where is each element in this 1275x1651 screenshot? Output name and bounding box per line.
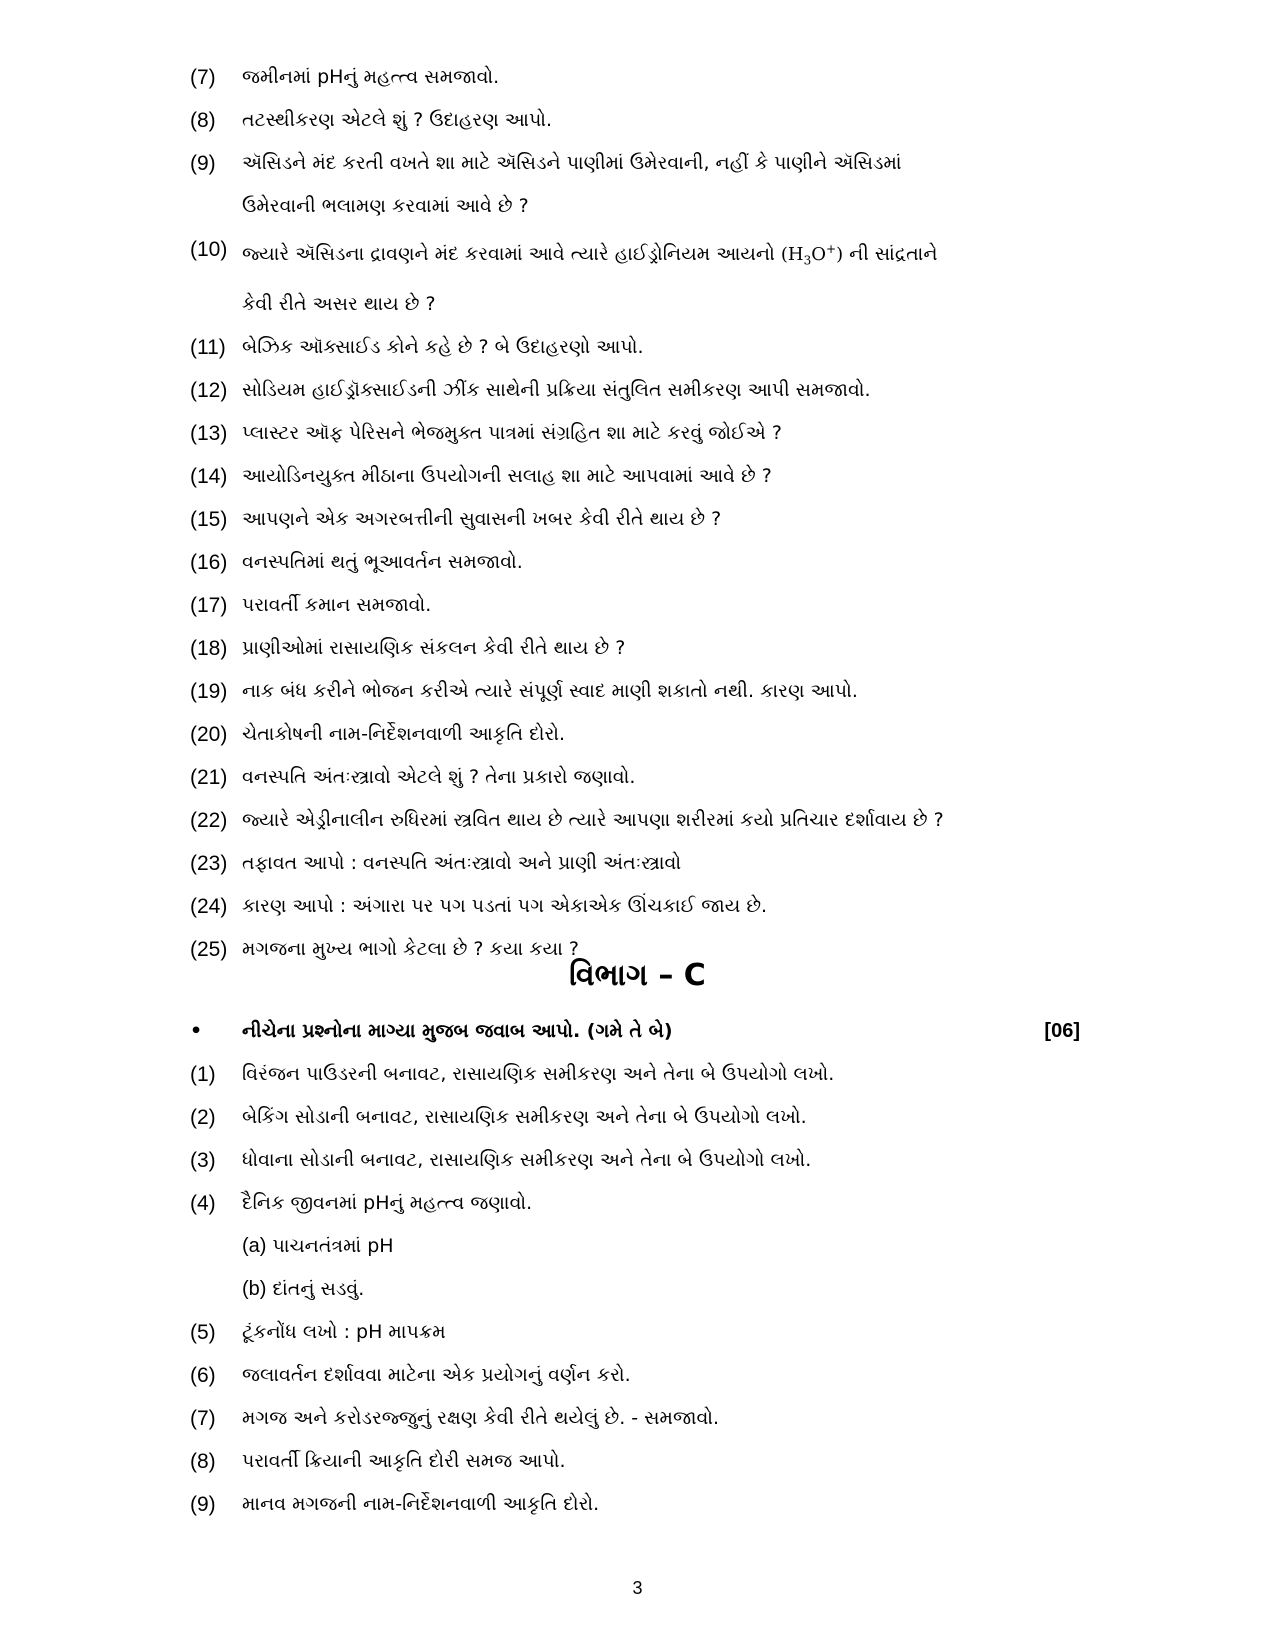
- question-number: (23): [190, 851, 228, 875]
- question-text: ચેતાકોષની નામ-નિર્દેશનવાળી આકૃતિ દોરો.: [242, 722, 566, 745]
- question-item: [190, 627, 1090, 670]
- question-item: [190, 99, 1090, 142]
- question-number: (2): [190, 1106, 216, 1129]
- question-number: (6): [190, 1364, 216, 1387]
- question-text: બેકિંગ સોડાની બનાવટ, રાસાયણિક સમીકરણ અને તેના બે ઉપયોગો લખો.: [242, 1106, 807, 1128]
- question-item: [190, 541, 1090, 584]
- section-title: વિભાગ – C: [569, 958, 706, 993]
- question-number: (13): [190, 421, 228, 445]
- question-text: મગજ અને કરોડરજ્જુનું રક્ષણ કેવી રીતે થયેલું છે. - સમજાવો.: [242, 1407, 720, 1429]
- question-number: (7): [190, 1407, 216, 1430]
- question-item: [190, 1139, 1090, 1182]
- question-number: (10): [190, 238, 228, 261]
- question-item: [190, 1440, 1090, 1483]
- question-text: આયોડિનયુક્ત મીઠાના ઉપયોગની સલાહ શા માટે આપવામાં આવે છે ?: [242, 464, 772, 487]
- question-item: [190, 412, 1090, 455]
- question-text: પરાવર્તી ક્રિયાની આકૃતિ દોરી સમજ આપો.: [242, 1450, 566, 1472]
- question-number: (5): [190, 1321, 216, 1344]
- question-number: (11): [190, 335, 226, 359]
- question-text-part: ની સાંદ્રતાને: [843, 243, 938, 265]
- question-item: [190, 1483, 1090, 1526]
- question-text: બેઝિક ઑક્સાઈડ કોને કહે છે ? બે ઉદાહરણો આપો.: [242, 335, 644, 358]
- part-b-question-list: [190, 56, 1090, 971]
- question-item: [190, 369, 1090, 412]
- formula-close: ): [836, 244, 844, 265]
- formula-oxygen: O: [811, 244, 827, 265]
- question-item: [190, 326, 1090, 369]
- question-number: (14): [190, 464, 228, 488]
- question-number: (9): [190, 152, 216, 175]
- question-text: દૈનિક જીવનમાં pHનું મહત્ત્વ જણાવો.: [242, 1192, 533, 1214]
- question-number: (16): [190, 550, 228, 574]
- question-item: [190, 1053, 1090, 1096]
- question-item: [190, 1354, 1090, 1397]
- question-number: (1): [190, 1063, 216, 1086]
- question-text: પરાવર્તી કમાન સમજાવો.: [242, 593, 432, 616]
- question-number: (25): [190, 937, 228, 961]
- hydronium-formula: [780, 242, 844, 268]
- formula-open: (H: [780, 244, 804, 265]
- question-text: માનવ મગજની નામ-નિર્દેશનવાળી આકૃતિ દોરો.: [242, 1493, 600, 1515]
- question-text-part: જ્યારે ઍસિડના દ્રાવણને મંદ કરવામાં આવે ત્યારે હાઈડ્રોનિયમ આયનો: [242, 243, 781, 265]
- question-text: પ્લાસ્ટર ઑફ પેરિસને ભેજમુક્ત પાત્રમાં સંગ્રહિત શા માટે કરવું જોઈએ ?: [242, 421, 782, 444]
- question-text: કારણ આપો : અંગારા પર પગ પડતાં પગ એકાએક ઊંચકાઈ જાય છે.: [242, 894, 768, 917]
- marks-label: [06]: [1044, 1020, 1080, 1042]
- question-item: [190, 1311, 1090, 1354]
- formula-subscript: 3: [803, 253, 812, 268]
- question-item: [190, 1096, 1090, 1139]
- question-number: (9): [190, 1493, 216, 1516]
- question-text: જલાવર્તન દર્શાવવા માટેના એક પ્રયોગનું વર્ણન કરો.: [242, 1364, 631, 1386]
- formula-superscript: +: [826, 242, 837, 256]
- question-item: [190, 885, 1090, 928]
- question-number: (12): [190, 378, 228, 402]
- question-text: નાક બંધ કરીને ભોજન કરીએ ત્યારે સંપૂર્ણ સ્વાદ માણી શકાતો નથી. કારણ આપો.: [242, 679, 858, 702]
- question-item: [190, 1397, 1090, 1440]
- question-item: [190, 713, 1090, 756]
- subpart-text: પાચનતંત્રમાં pH: [266, 1235, 394, 1257]
- subpart-label: (a): [242, 1235, 267, 1257]
- question-text: [242, 228, 1090, 283]
- question-item: [190, 842, 1090, 885]
- question-item: [190, 1182, 1090, 1225]
- question-item: [190, 228, 1090, 326]
- question-number: (15): [190, 507, 228, 531]
- question-number: (7): [190, 66, 216, 89]
- question-text: વિરંજન પાઉડરની બનાવટ, રાસાયણિક સમીકરણ અને તેના બે ઉપયોગો લખો.: [242, 1063, 835, 1085]
- question-text: ધોવાના સોડાની બનાવટ, રાસાયણિક સમીકરણ અને તેના બે ઉપયોગો લખો.: [242, 1149, 812, 1171]
- question-number: (4): [190, 1192, 216, 1215]
- question-number: (8): [190, 1450, 216, 1473]
- question-number: (17): [190, 593, 228, 617]
- question-text: વનસ્પતિમાં થતું ભૂઆવર્તન સમજાવો.: [242, 550, 523, 573]
- subpart-text: દાંતનું સડવું.: [266, 1278, 365, 1300]
- question-text: પ્રાણીઓમાં રાસાયણિક સંકલન કેવી રીતે થાય છે ?: [242, 636, 626, 659]
- question-number: (3): [190, 1149, 216, 1172]
- question-text: તટસ્થીકરણ એટલે શું ? ઉદાહરણ આપો.: [242, 109, 553, 131]
- question-text: સોડિયમ હાઈડ્રૉક્સાઈડની ઝીંક સાથેની પ્રક્રિયા સંતુલિત સમીકરણ આપી સમજાવો.: [242, 378, 871, 401]
- subpart-item: [190, 1225, 1090, 1268]
- question-item: [190, 756, 1090, 799]
- subpart-label: (b): [242, 1278, 267, 1300]
- question-text: તફાવત આપો : વનસ્પતિ અંતઃસ્ત્રાવો અને પ્રાણી અંતઃસ્ત્રાવો: [242, 851, 682, 874]
- subpart-item: [190, 1268, 1090, 1311]
- section-instruction: [190, 1010, 1080, 1053]
- question-text-continued: કેવી રીતે અસર થાય છે ?: [242, 292, 436, 315]
- question-number: (18): [190, 636, 228, 660]
- question-item: [190, 670, 1090, 713]
- question-item: [190, 142, 1090, 228]
- question-item: [190, 498, 1090, 541]
- question-text: ઍસિડને મંદ કરતી વખતે શા માટે ઍસિડને પાણીમાં ઉમેરવાની, નહીં કે પાણીને ઍસિડમાં: [242, 152, 902, 174]
- question-text: જ્યારે એડ્રીનાલીન રુધિરમાં સ્ત્રવિત થાય છે ત્યારે આપણા શરીરમાં કયો પ્રતિચાર દર્શાવાય છે ?: [242, 808, 944, 831]
- question-text: મગજના મુખ્ય ભાગો કેટલા છે ? કયા કયા ?: [242, 937, 579, 960]
- part-c-question-list: [190, 1053, 1090, 1526]
- question-text: આપણને એક અગરબત્તીની સુવાસની ખબર કેવી રીતે થાય છે ?: [242, 507, 722, 530]
- question-item: [190, 584, 1090, 627]
- question-number: (20): [190, 722, 228, 746]
- question-text: જમીનમાં pHનું મહત્ત્વ સમજાવો.: [242, 66, 500, 88]
- question-text-continued: ઉમેરવાની ભલામણ કરવામાં આવે છે ?: [242, 195, 529, 217]
- instruction-text: નીચેના પ્રશ્નોના માગ્યા મુજબ જવાબ આપો. (ગમે તે બે): [242, 1020, 673, 1042]
- question-item: [190, 56, 1090, 99]
- question-text: ટૂંકનોંધ લખો : pH માપક્રમ: [242, 1321, 446, 1343]
- question-number: (8): [190, 109, 216, 132]
- page-number: 3: [632, 1578, 643, 1598]
- question-text: વનસ્પતિ અંતઃસ્ત્રાવો એટલે શું ? તેના પ્રકારો જણાવો.: [242, 765, 636, 788]
- bullet: •: [190, 1020, 203, 1042]
- question-number: (19): [190, 679, 228, 703]
- question-number: (22): [190, 808, 228, 832]
- question-item: [190, 455, 1090, 498]
- question-number: (24): [190, 894, 228, 918]
- question-item: [190, 799, 1090, 842]
- question-number: (21): [190, 765, 228, 789]
